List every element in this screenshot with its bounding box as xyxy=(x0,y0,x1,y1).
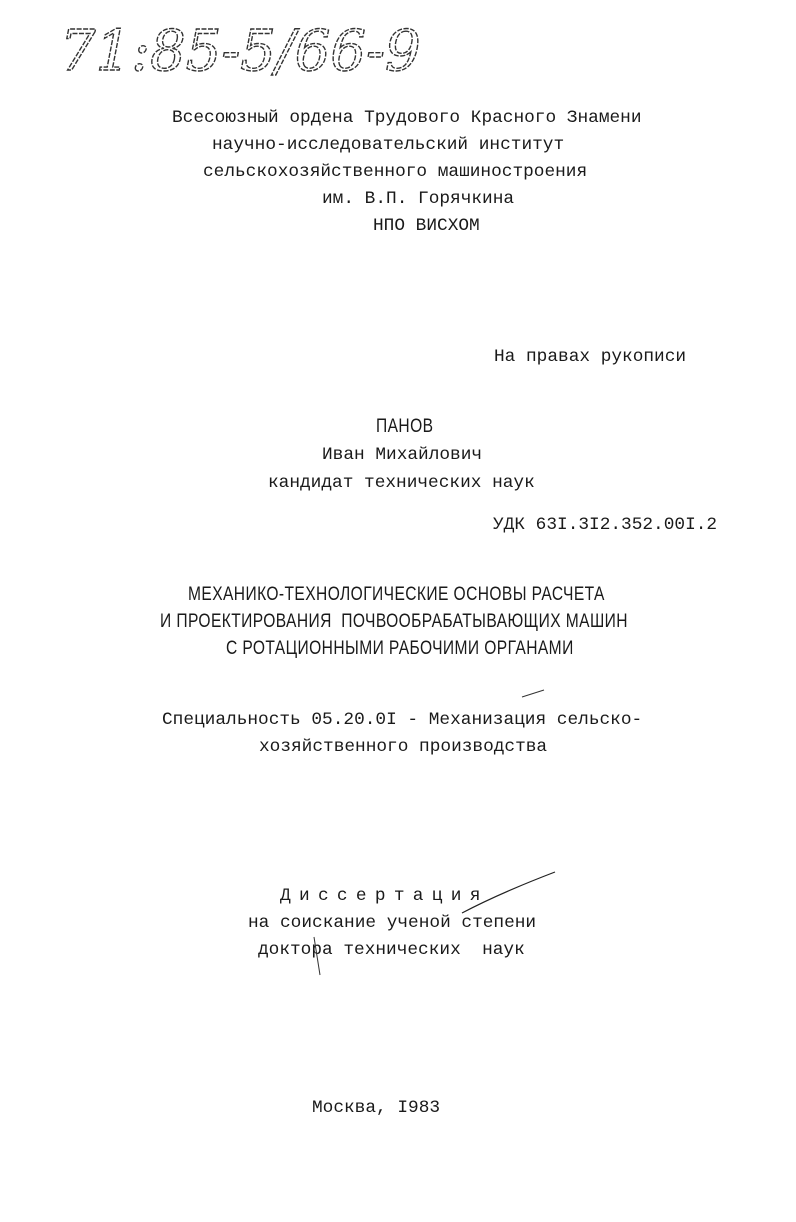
specialty-line-1: Специальность 05.20.0I - Механизация сельско- xyxy=(162,710,643,730)
institution-line-1: Всесоюзный ордена Трудового Красного Знамени xyxy=(172,108,642,128)
rights-note: На правах рукописи xyxy=(494,347,687,367)
institution-line-5: НПО ВИСХОМ xyxy=(373,216,480,236)
author-degree: кандидат технических наук xyxy=(268,473,535,493)
title-line-3: С РОТАЦИОННЫМИ РАБОЧИМИ ОРГАНАМИ xyxy=(226,638,574,659)
archive-number-text: 71:85-5/66-9 xyxy=(60,19,421,84)
title-line-1: МЕХАНИКО-ТЕХНОЛОГИЧЕСКИЕ ОСНОВЫ РАСЧЕТА xyxy=(188,584,605,605)
pen-stroke-mark xyxy=(460,868,560,918)
institution-line-2: научно-исследовательский институт xyxy=(212,135,565,155)
author-given-names: Иван Михайлович xyxy=(322,445,483,465)
author-surname: ПАНОВ xyxy=(376,416,434,437)
institution-line-4: им. В.П. Горячкина xyxy=(322,189,515,209)
specialty-line-2: хозяйственного производства xyxy=(259,737,548,757)
handwritten-archive-number xyxy=(60,8,460,88)
institution-line-3: сельскохозяйственного машиностроения xyxy=(203,162,588,182)
place-year: Москва, I983 xyxy=(312,1098,441,1118)
pen-stroke-mark xyxy=(310,935,330,980)
pen-stroke-mark xyxy=(520,685,560,700)
dissertation-line-2: на соискание ученой степени xyxy=(248,913,537,933)
dissertation-label: Диссертация xyxy=(280,886,489,906)
dissertation-line-3: доктора технических наук xyxy=(258,940,525,960)
title-line-2: И ПРОЕКТИРОВАНИЯ ПОЧВООБРАБАТЫВАЮЩИХ МАШИН xyxy=(160,611,628,632)
udc-code: УДК 63I.3I2.352.00I.2 xyxy=(493,515,718,535)
